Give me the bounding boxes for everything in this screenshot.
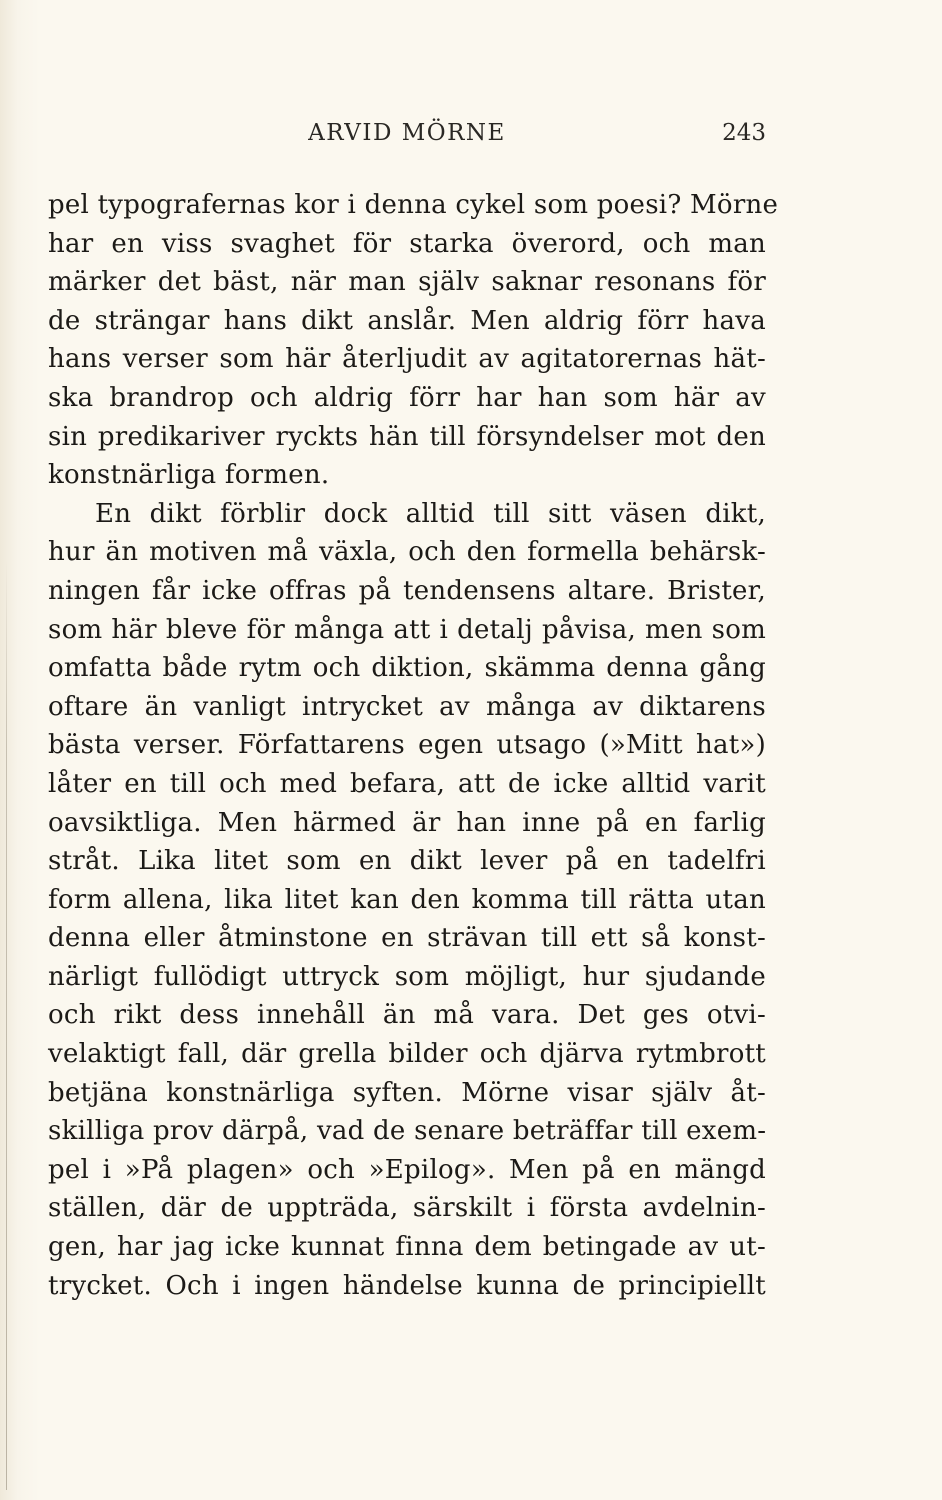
text-line: omfatta både rytm och diktion, skämma denna gång xyxy=(48,653,766,684)
text-line: oftare än vanligt intrycket av många av diktarens xyxy=(48,691,766,722)
text-line: de strängar hans dikt anslår. Men aldrig förr hava xyxy=(48,305,766,336)
text-line: form allena, lika litet kan den komma till rätta utan xyxy=(48,884,766,915)
text-line: som här bleve för många att i detalj påvisa, men som xyxy=(48,614,766,645)
text-line: skilliga prov därpå, vad de senare beträffar till exem- xyxy=(48,1116,767,1147)
paragraph-end-line: konstnärliga formen. xyxy=(48,460,330,491)
text-line: pel typografernas kor i denna cykel som poesi? Mörne xyxy=(48,190,779,220)
text-line: hans verser som här återljudit av agitatorernas hät- xyxy=(48,344,766,375)
text-line: ställen, där de uppträda, särskilt i första avdelnin- xyxy=(48,1193,766,1224)
running-title: ARVID MÖRNE xyxy=(308,120,506,146)
text-line: bästa verser. Författarens egen utsago (»Mitt hat») xyxy=(48,730,766,761)
text-line: ska brandrop och aldrig förr har han som här av xyxy=(48,382,766,413)
text-line: låter en till och med befara, att de icke alltid varit xyxy=(48,768,766,799)
text-line: stråt. Lika litet som en dikt lever på en tadelfri xyxy=(48,846,766,877)
text-line: märker det bäst, när man själv saknar resonans för xyxy=(48,267,766,298)
text-line: hur än motiven må växla, och den formella behärsk- xyxy=(48,537,766,568)
text-line: gen, har jag icke kunnat finna dem betingade av ut- xyxy=(48,1232,766,1263)
text-line: betjäna konstnärliga syften. Mörne visar själv åt- xyxy=(48,1077,766,1108)
text-line: och rikt dess innehåll än må vara. Det ges otvi- xyxy=(48,1000,766,1031)
text-line: trycket. Och i ingen händelse kunna de principiellt xyxy=(48,1270,766,1301)
text-line: pel i »På plagen» och »Epilog». Men på en mängd xyxy=(48,1154,766,1185)
text-line: har en viss svaghet för starka överord, och man xyxy=(48,228,766,259)
binding-edge xyxy=(6,560,7,1490)
text-line: närligt fullödigt uttryck som möjligt, hur sjudande xyxy=(48,961,766,992)
text-line: velaktigt fall, där grella bilder och djärva rytmbrott xyxy=(48,1039,766,1070)
text-line: sin predikariver ryckts hän till försyndelser mot den xyxy=(48,421,766,452)
text-line: oavsiktliga. Men härmed är han inne på en farlig xyxy=(48,807,766,838)
text-line: ningen får icke offras på tendensens altare. Brister, xyxy=(48,575,766,606)
running-head xyxy=(48,120,766,152)
body-text xyxy=(48,186,779,1305)
page-number: 243 xyxy=(722,120,766,146)
text-line: denna eller åtminstone en strävan till ett så konst- xyxy=(48,923,766,954)
paragraph-start-line: En dikt förblir dock alltid till sitt väsen dikt, xyxy=(95,498,766,529)
